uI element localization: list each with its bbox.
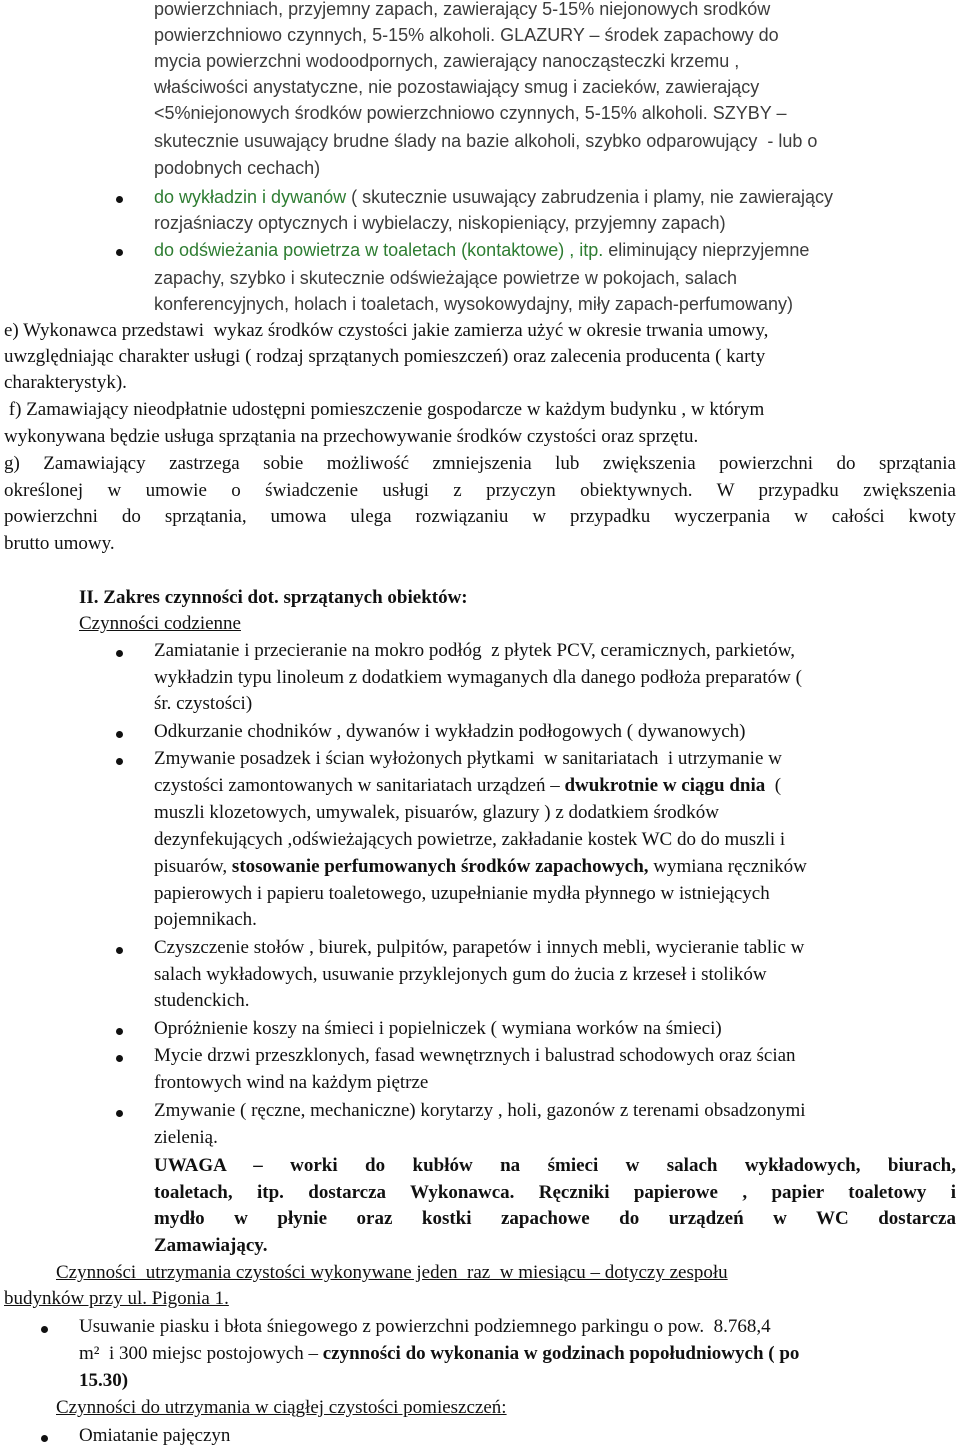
text-line: powierzchniowo czynnych, 5-15% alkoholi. GLAZURY – środek zapachowy do: [154, 25, 779, 45]
paragraph-e-line: uwzględniając charakter usługi ( rodzaj sprzątanych pomieszczeń) oraz zalecenia producenta ( karty: [4, 346, 766, 367]
paragraph-g-line: g) Zamawiający zastrzega sobie możliwość zmniejszenia lub zwiększenia powierzchni do sprzątania: [4, 453, 956, 474]
daily-tasks-title: Czynności codzienne: [79, 613, 241, 634]
text-line: właściwości anystatyczne, nie pozostawiający smug i zacieków, zawierający: [154, 77, 760, 97]
text-line: konferencyjnych, holach i toaletach, wysokowydajny, miły zapach-perfumowany): [154, 294, 793, 314]
text-line: 15.30): [79, 1370, 129, 1391]
text-span: eliminujący nieprzyjemne: [603, 240, 810, 260]
bullet-line: [154, 184, 833, 210]
note-line: Zamawiający.: [154, 1235, 268, 1256]
text-span: czystości zamontowanych w sanitariatach urządzeń –: [154, 775, 565, 796]
text-line: dezynfekujących ,odświeżających powietrze, zakładanie kostek WC do do muszli i: [154, 829, 786, 850]
green-text: do wykładzin i dywanów: [154, 187, 347, 207]
text-span: m² i 300 miejsc postojowych –: [79, 1343, 323, 1364]
bullet-icon: [41, 1326, 48, 1333]
note-line: mydło w płynie oraz kostki zapachowe do urządzeń w WC dostarcza: [154, 1208, 956, 1229]
note-line: UWAGA – worki do kubłów na śmieci w salach wykładowych, biurach,: [154, 1155, 956, 1176]
note-line: toaletach, itp. dostarcza Wykonawca. Ręczniki papierowe , papier toaletowy i: [154, 1182, 956, 1203]
bullet-icon: [116, 758, 123, 765]
text-line: powierzchniach, przyjemny zapach, zawierający 5-15% niejonowych srodków: [154, 0, 771, 19]
paragraph-f-line: wykonywana będzie usługa sprzątania na przechowywanie środków czystości oraz sprzętu.: [4, 426, 699, 447]
section-heading: II. Zakres czynności dot. sprzątanych obiektów:: [79, 587, 468, 608]
daily-item: Zmywanie ( ręczne, mechaniczne) korytarzy , holi, gazonów z terenami obsadzonymi: [154, 1100, 806, 1121]
text-span: ( skutecznie usuwający zabrudzenia i plamy, nie zawierający: [346, 187, 833, 207]
text-span: <5%niejonowych środków powierzchniowo czynnych, 5-15% alkoholi.: [154, 103, 708, 123]
text-line: rozjaśniaczy optycznych i wybielaczy, niskopieniący, przyjemny zapach): [154, 213, 726, 233]
text-line: wykładzin typu linoleum z dodatkiem wymaganych dla danego podłoża preparatów (: [154, 667, 802, 688]
text-line: frontowych wind na każdym piętrze: [154, 1072, 429, 1093]
text-line: skutecznie usuwający brudne ślady na bazie alkoholi, szybko odparowujący - lub o: [154, 131, 818, 151]
text-line: papierowych i papieru toaletowego, uzupełnianie mydła płynnego w istniejących: [154, 883, 770, 904]
bullet-icon: [116, 1028, 123, 1035]
monthly-tasks-title: Czynności utrzymania czystości wykonywane jeden raz w miesiącu – dotyczy zespołu: [56, 1262, 728, 1283]
text-line: muszli klozetowych, umywalek, pisuarów, glazury ) z dodatkiem środków: [154, 802, 719, 823]
bold-text: czynności do wykonania w godzinach popołudniowych ( po: [322, 1343, 800, 1364]
text-line: zapachy, szybko i skutecznie odświeżające powietrze w pokojach, salach: [154, 268, 737, 288]
bullet-icon: [116, 196, 123, 203]
bullet-icon: [116, 947, 123, 954]
daily-item: Mycie drzwi przeszklonych, fasad wewnętrznych i balustrad schodowych oraz ścian: [154, 1045, 796, 1066]
bullet-icon: [116, 731, 123, 738]
text-line: śr. czystości): [154, 693, 253, 714]
paragraph-g-line: powierzchni do sprzątania, umowa ulega rozwiązaniu w przypadku wyczerpania w całości kwoty: [4, 506, 956, 527]
monthly-item: Usuwanie piasku i błota śniegowego z powierzchni podziemnego parkingu o pow. 8.768,4: [79, 1316, 771, 1337]
bullet-icon: [116, 1110, 123, 1117]
paragraph-e-line: e) Wykonawca przedstawi wykaz środków czystości jakie zamierza użyć w okresie trwania umowy,: [4, 320, 769, 341]
paragraph-g-line: określonej w umowie o świadczenie usługi z przyczyn obiektywnych. W przypadku zwiększenia: [4, 480, 956, 501]
monthly-tasks-title: budynków przy ul. Pigonia 1.: [4, 1288, 229, 1309]
text-line: mycia powierzchni wodoodpornych, zawierający nanocząsteczki krzemu ,: [154, 51, 740, 71]
bold-text: dwukrotnie w ciągu dnia: [564, 775, 766, 796]
continuous-item: Omiatanie pajęczyn: [79, 1425, 231, 1446]
paragraph-e-line: charakterystyk).: [4, 372, 127, 393]
bullet-line: [154, 237, 809, 263]
daily-item: Zmywanie posadzek i ścian wyłożonych płytkami w sanitariatach i utrzymanie w: [154, 748, 782, 769]
text-span: SZYBY –: [707, 103, 787, 123]
text-line: zielenią.: [154, 1127, 218, 1148]
daily-item: Opróżnienie koszy na śmieci i popielniczek ( wymiana worków na śmieci): [154, 1018, 722, 1039]
green-text: do odświeżania powietrza w toaletach (kontaktowe) , itp.: [154, 240, 604, 260]
text-line: podobnych cechach): [154, 158, 321, 178]
text-line: [154, 100, 787, 126]
bullet-icon: [41, 1435, 48, 1442]
bold-text: stosowanie perfumowanych środków zapachowych,: [231, 856, 649, 877]
continuous-tasks-title: Czynności do utrzymania w ciągłej czystości pomieszczeń:: [56, 1397, 507, 1418]
text-line: salach wykładowych, usuwanie przyklejonych gum do żucia z krzeseł i stolików: [154, 964, 767, 985]
text-line: [79, 1341, 799, 1367]
bullet-icon: [116, 249, 123, 256]
bullet-icon: [116, 650, 123, 657]
daily-item: Zamiatanie i przecieranie na mokro podłóg z płytek PCV, ceramicznych, parkietów,: [154, 640, 796, 661]
text-span: pisuarów,: [154, 856, 232, 877]
paragraph-f-line: f) Zamawiający nieodpłatnie udostępni pomieszczenie gospodarcze w każdym budynku , w którym: [4, 399, 765, 420]
text-line: [154, 773, 781, 799]
text-span: wymiana ręczników: [648, 856, 807, 877]
text-line: [154, 854, 807, 880]
paragraph-g-line: brutto umowy.: [4, 533, 115, 554]
daily-item: Odkurzanie chodników , dywanów i wykładzin podłogowych ( dywanowych): [154, 721, 746, 742]
daily-item: Czyszczenie stołów , biurek, pulpitów, parapetów i innych mebli, wycieranie tablic w: [154, 937, 805, 958]
bullet-icon: [116, 1055, 123, 1062]
text-line: pojemnikach.: [154, 909, 257, 930]
text-line: studenckich.: [154, 990, 250, 1011]
text-span: (: [765, 775, 782, 796]
